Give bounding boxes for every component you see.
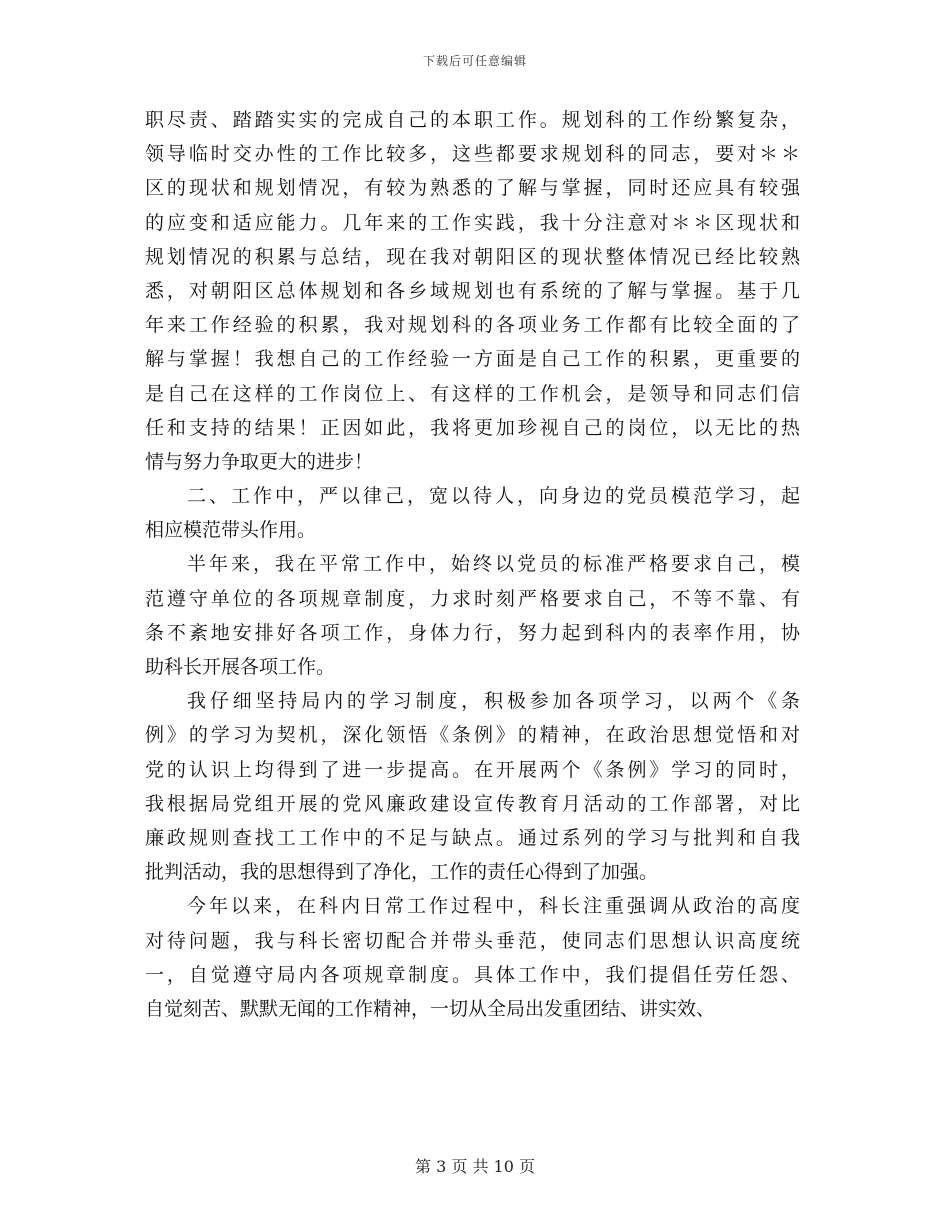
text-line: 一，自觉遵守局内各项规章制度。具体工作中，我们提倡任劳任怨、 <box>145 963 800 986</box>
text-line: 相应模范带头作用。 <box>145 519 317 542</box>
paragraph <box>145 889 800 1026</box>
paragraph <box>145 684 800 889</box>
text-line: 我根据局党组开展的党风廉政建设宣传教育月活动的工作部署，对比 <box>145 792 800 815</box>
paragraph <box>145 479 800 547</box>
paragraph <box>145 547 800 684</box>
text-line: 情与努力争取更大的进步！ <box>145 450 374 473</box>
text-line: 廉政规则查找工工作中的不足与缺点。通过系列的学习与批判和自我 <box>145 826 800 849</box>
text-line: 批判活动，我的思想得到了净化，工作的责任心得到了加强。 <box>145 861 659 884</box>
text-line: 的应变和适应能力。几年来的工作实践，我十分注意对＊＊区现状和 <box>145 211 800 234</box>
text-line: 半年来，我在平常工作中，始终以党员的标准严格要求自己，模 <box>187 553 800 576</box>
text-line: 条不紊地安排好各项工作，身体力行，努力起到科内的表率作用，协 <box>145 621 800 644</box>
text-line: 悉，对朝阳区总体规划和各乡域规划也有系统的了解与掌握。基于几 <box>145 279 800 302</box>
text-line: 党的认识上均得到了进一步提高。在开展两个《条例》学习的同时， <box>145 758 800 781</box>
document-body <box>145 103 800 1026</box>
text-line: 对待问题，我与科长密切配合并带头垂范，使同志们思想认识高度统 <box>145 929 800 952</box>
text-line: 规划情况的积累与总结，现在我对朝阳区的现状整体情况已经比较熟 <box>145 245 800 268</box>
text-line: 解与掌握！我想自己的工作经验一方面是自己工作的积累，更重要的 <box>145 348 800 371</box>
text-line: 任和支持的结果！正因如此，我将更加珍视自己的岗位，以无比的热 <box>145 416 800 439</box>
text-line: 职尽责、踏踏实实的完成自己的本职工作。规划科的工作纷繁复杂， <box>145 109 800 131</box>
page-number-footer: 第 3 页 共 10 页 <box>415 1157 535 1176</box>
text-line: 例》的学习为契机，深化领悟《条例》的精神，在政治思想觉悟和对 <box>145 724 800 747</box>
text-line: 自觉刻苦、默默无闻的工作精神，一切从全局出发重团结、讲实效、 <box>145 997 716 1020</box>
text-line: 二、工作中，严以律己，宽以待人，向身边的党员模范学习，起 <box>187 485 800 508</box>
text-line: 我仔细坚持局内的学习制度，积极参加各项学习，以两个《条 <box>187 690 800 713</box>
text-line: 区的现状和规划情况，有较为熟悉的了解与掌握，同时还应具有较强 <box>145 177 800 200</box>
paragraph <box>145 103 800 479</box>
text-line: 年来工作经验的积累，我对规划科的各项业务工作都有比较全面的了 <box>145 314 800 337</box>
text-line: 今年以来，在科内日常工作过程中，科长注重强调从政治的高度 <box>187 895 800 918</box>
text-line: 助科长开展各项工作。 <box>145 656 336 678</box>
text-line: 范遵守单位的各项规章制度，力求时刻严格要求自己，不等不靠、有 <box>145 587 800 610</box>
text-line: 领导临时交办性的工作比较多，这些都要求规划科的同志，要对＊＊ <box>145 143 800 166</box>
text-line: 是自己在这样的工作岗位上、有这样的工作机会，是领导和同志们信 <box>145 382 800 405</box>
page-header: 下载后可任意编辑 <box>422 54 527 68</box>
